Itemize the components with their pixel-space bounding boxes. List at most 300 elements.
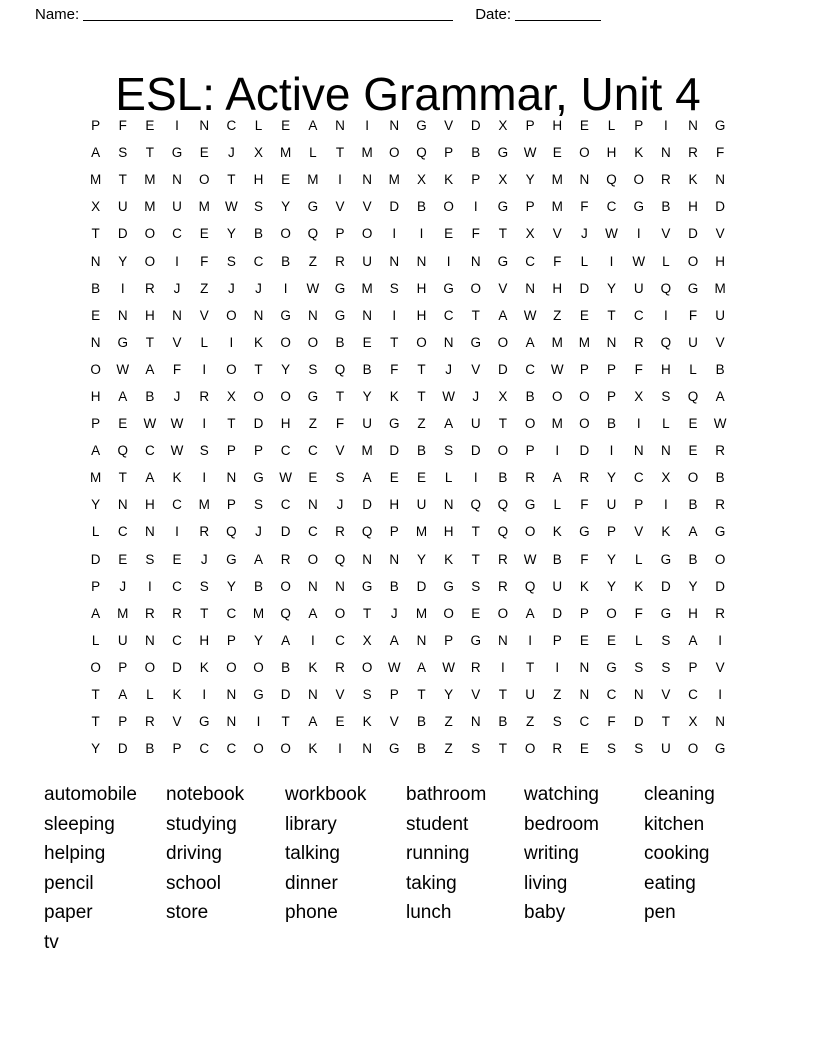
grid-letter[interactable]: Q bbox=[660, 280, 672, 296]
grid-letter[interactable]: P bbox=[552, 632, 562, 648]
grid-letter[interactable]: L bbox=[91, 524, 100, 540]
grid-letter[interactable]: Y bbox=[362, 388, 372, 404]
word-list-item[interactable]: eating bbox=[644, 872, 696, 894]
grid-letter[interactable]: G bbox=[280, 307, 291, 323]
grid-letter[interactable]: N bbox=[307, 687, 318, 703]
grid-letter[interactable]: O bbox=[144, 659, 156, 675]
word-list-item[interactable]: kitchen bbox=[644, 813, 705, 835]
grid-letter[interactable]: M bbox=[551, 172, 563, 188]
grid-letter[interactable]: O bbox=[307, 334, 319, 350]
grid-letter[interactable]: S bbox=[607, 741, 617, 757]
grid-letter[interactable]: O bbox=[280, 334, 291, 350]
grid-letter[interactable]: P bbox=[444, 145, 454, 161]
grid-letter[interactable]: O bbox=[524, 741, 536, 757]
grid-letter[interactable]: B bbox=[335, 334, 345, 350]
grid-letter[interactable]: Y bbox=[118, 253, 128, 269]
grid-letter[interactable]: U bbox=[117, 632, 128, 648]
grid-letter[interactable]: E bbox=[389, 470, 399, 486]
grid-letter[interactable]: H bbox=[416, 280, 427, 296]
grid-letter[interactable]: Q bbox=[606, 172, 617, 188]
grid-letter[interactable]: O bbox=[687, 741, 699, 757]
grid-letter[interactable]: S bbox=[145, 551, 155, 567]
grid-letter[interactable]: B bbox=[416, 714, 426, 730]
grid-letter[interactable]: Q bbox=[226, 524, 237, 540]
grid-letter[interactable]: D bbox=[117, 741, 128, 757]
word-list-item[interactable]: sleeping bbox=[44, 813, 115, 835]
grid-letter[interactable]: G bbox=[497, 253, 509, 269]
grid-letter[interactable]: C bbox=[145, 443, 155, 459]
grid-letter[interactable]: O bbox=[361, 226, 373, 242]
grid-letter[interactable]: S bbox=[471, 741, 481, 757]
grid-letter[interactable]: S bbox=[199, 578, 209, 594]
grid-letter[interactable]: R bbox=[335, 659, 345, 675]
grid-letter[interactable]: Q bbox=[361, 524, 373, 540]
grid-letter[interactable]: P bbox=[226, 497, 236, 513]
grid-letter[interactable]: U bbox=[362, 416, 373, 432]
grid-letter[interactable]: Z bbox=[200, 280, 209, 296]
grid-letter[interactable]: O bbox=[226, 361, 237, 377]
grid-letter[interactable]: T bbox=[390, 334, 399, 350]
grid-letter[interactable]: U bbox=[660, 741, 671, 757]
grid-letter[interactable]: S bbox=[634, 741, 644, 757]
word-list-item[interactable]: dinner bbox=[285, 872, 338, 894]
grid-letter[interactable]: T bbox=[91, 226, 100, 242]
grid-letter[interactable]: N bbox=[145, 524, 155, 540]
grid-letter[interactable]: S bbox=[254, 199, 264, 215]
grid-letter[interactable]: O bbox=[443, 199, 454, 215]
grid-letter[interactable]: C bbox=[525, 361, 535, 377]
grid-letter[interactable]: B bbox=[607, 416, 617, 432]
grid-letter[interactable]: C bbox=[307, 443, 318, 459]
grid-letter[interactable]: U bbox=[416, 497, 427, 513]
grid-letter[interactable]: U bbox=[552, 578, 563, 594]
grid-letter[interactable]: N bbox=[307, 307, 318, 323]
grid-letter[interactable]: R bbox=[715, 497, 726, 513]
grid-letter[interactable]: L bbox=[634, 551, 643, 567]
grid-letter[interactable]: V bbox=[634, 524, 644, 540]
grid-letter[interactable]: P bbox=[471, 172, 481, 188]
grid-letter[interactable]: H bbox=[606, 145, 617, 161]
grid-letter[interactable]: W bbox=[170, 443, 184, 459]
grid-letter[interactable]: E bbox=[607, 632, 617, 648]
grid-letter[interactable]: P bbox=[634, 497, 644, 513]
grid-letter[interactable]: R bbox=[715, 605, 726, 621]
grid-letter[interactable]: C bbox=[633, 307, 644, 323]
grid-letter[interactable]: P bbox=[172, 741, 182, 757]
grid-letter[interactable]: M bbox=[252, 605, 265, 621]
grid-letter[interactable]: G bbox=[660, 551, 672, 567]
grid-letter[interactable]: V bbox=[715, 226, 725, 242]
grid-letter[interactable]: Q bbox=[497, 524, 509, 540]
grid-letter[interactable]: F bbox=[335, 416, 345, 432]
grid-letter[interactable]: Y bbox=[254, 632, 264, 648]
grid-letter[interactable]: N bbox=[362, 741, 373, 757]
grid-letter[interactable]: N bbox=[416, 632, 427, 648]
grid-letter[interactable]: X bbox=[688, 714, 698, 730]
grid-letter[interactable]: I bbox=[202, 687, 207, 703]
grid-letter[interactable]: I bbox=[283, 280, 288, 296]
grid-letter[interactable]: X bbox=[525, 226, 535, 242]
grid-letter[interactable]: N bbox=[253, 307, 264, 323]
grid-letter[interactable]: F bbox=[607, 714, 616, 730]
grid-letter[interactable]: R bbox=[145, 714, 155, 730]
grid-letter[interactable]: D bbox=[498, 361, 508, 377]
grid-letter[interactable]: D bbox=[280, 524, 291, 540]
grid-letter[interactable]: N bbox=[90, 253, 101, 269]
grid-letter[interactable]: J bbox=[445, 361, 452, 377]
grid-letter[interactable]: X bbox=[91, 199, 101, 215]
grid-letter[interactable]: N bbox=[416, 253, 427, 269]
grid-letter[interactable]: A bbox=[91, 443, 101, 459]
grid-letter[interactable]: N bbox=[172, 307, 182, 323]
grid-letter[interactable]: W bbox=[632, 253, 646, 269]
grid-letter[interactable]: D bbox=[715, 578, 726, 594]
grid-letter[interactable]: A bbox=[688, 524, 698, 540]
grid-letter[interactable]: O bbox=[226, 659, 237, 675]
grid-letter[interactable]: N bbox=[199, 118, 210, 134]
grid-letter[interactable]: K bbox=[444, 551, 454, 567]
grid-letter[interactable]: F bbox=[580, 199, 589, 215]
grid-letter[interactable]: X bbox=[498, 118, 508, 134]
grid-letter[interactable]: A bbox=[525, 334, 535, 350]
grid-letter[interactable]: L bbox=[444, 470, 453, 486]
grid-letter[interactable]: N bbox=[633, 443, 644, 459]
grid-letter[interactable]: B bbox=[362, 361, 372, 377]
grid-letter[interactable]: D bbox=[362, 497, 373, 513]
grid-letter[interactable]: B bbox=[281, 659, 291, 675]
grid-letter[interactable]: N bbox=[579, 172, 590, 188]
grid-letter[interactable]: W bbox=[170, 416, 184, 432]
grid-letter[interactable]: G bbox=[253, 687, 264, 703]
grid-letter[interactable]: O bbox=[253, 388, 264, 404]
grid-letter[interactable]: U bbox=[606, 497, 617, 513]
grid-letter[interactable]: G bbox=[253, 470, 264, 486]
grid-letter[interactable]: V bbox=[335, 199, 345, 215]
grid-letter[interactable]: E bbox=[579, 632, 589, 648]
grid-letter[interactable]: I bbox=[392, 307, 397, 323]
grid-letter[interactable]: I bbox=[120, 280, 125, 296]
grid-letter[interactable]: E bbox=[579, 118, 589, 134]
grid-letter[interactable]: M bbox=[117, 605, 129, 621]
grid-letter[interactable]: S bbox=[444, 443, 454, 459]
grid-letter[interactable]: N bbox=[688, 118, 698, 134]
grid-letter[interactable]: G bbox=[497, 145, 509, 161]
grid-letter[interactable]: P bbox=[525, 118, 535, 134]
grid-letter[interactable]: N bbox=[226, 714, 237, 730]
grid-letter[interactable]: Q bbox=[117, 443, 128, 459]
grid-letter[interactable]: W bbox=[523, 145, 537, 161]
grid-letter[interactable]: T bbox=[661, 714, 670, 730]
grid-letter[interactable]: C bbox=[226, 605, 237, 621]
grid-letter[interactable]: R bbox=[145, 605, 155, 621]
grid-letter[interactable]: I bbox=[392, 226, 397, 242]
grid-letter[interactable]: K bbox=[199, 659, 209, 675]
grid-letter[interactable]: S bbox=[308, 361, 318, 377]
grid-letter[interactable]: F bbox=[118, 118, 127, 134]
word-list-item[interactable]: writing bbox=[524, 843, 579, 864]
grid-letter[interactable]: M bbox=[144, 172, 156, 188]
grid-letter[interactable]: C bbox=[335, 632, 345, 648]
grid-letter[interactable]: E bbox=[579, 741, 589, 757]
grid-letter[interactable]: W bbox=[387, 659, 401, 675]
word-list-item[interactable]: living bbox=[524, 872, 568, 894]
grid-letter[interactable]: N bbox=[172, 172, 182, 188]
grid-letter[interactable]: T bbox=[200, 605, 209, 621]
grid-letter[interactable]: B bbox=[715, 361, 725, 377]
grid-letter[interactable]: T bbox=[363, 605, 372, 621]
grid-letter[interactable]: O bbox=[470, 280, 482, 296]
grid-letter[interactable]: D bbox=[688, 226, 698, 242]
word-list-item[interactable]: cleaning bbox=[644, 784, 715, 805]
grid-letter[interactable]: Z bbox=[308, 416, 317, 432]
grid-letter[interactable]: C bbox=[606, 687, 617, 703]
grid-letter[interactable]: N bbox=[362, 307, 373, 323]
grid-letter[interactable]: C bbox=[226, 118, 237, 134]
grid-letter[interactable]: G bbox=[416, 118, 427, 134]
grid-letter[interactable]: E bbox=[281, 172, 291, 188]
grid-letter[interactable]: C bbox=[172, 632, 182, 648]
grid-letter[interactable]: Y bbox=[91, 741, 101, 757]
grid-letter[interactable]: F bbox=[390, 361, 399, 377]
grid-letter[interactable]: W bbox=[605, 226, 618, 242]
grid-letter[interactable]: B bbox=[661, 199, 671, 215]
grid-letter[interactable]: M bbox=[578, 334, 591, 350]
grid-letter[interactable]: W bbox=[523, 307, 537, 323]
grid-letter[interactable]: K bbox=[362, 714, 372, 730]
grid-letter[interactable]: A bbox=[308, 118, 318, 134]
grid-letter[interactable]: Z bbox=[444, 714, 453, 730]
grid-letter[interactable]: K bbox=[579, 578, 589, 594]
grid-letter[interactable]: T bbox=[525, 659, 535, 675]
grid-letter[interactable]: H bbox=[443, 524, 454, 540]
grid-letter[interactable]: P bbox=[579, 605, 589, 621]
grid-letter[interactable]: G bbox=[334, 307, 346, 323]
grid-letter[interactable]: X bbox=[634, 388, 644, 404]
grid-letter[interactable]: R bbox=[715, 443, 726, 459]
grid-letter[interactable]: J bbox=[336, 497, 344, 513]
grid-letter[interactable]: N bbox=[660, 145, 671, 161]
grid-letter[interactable]: F bbox=[200, 253, 209, 269]
grid-letter[interactable]: E bbox=[335, 714, 345, 730]
grid-letter[interactable]: R bbox=[199, 388, 210, 404]
grid-letter[interactable]: K bbox=[552, 524, 562, 540]
grid-letter[interactable]: G bbox=[470, 334, 482, 350]
grid-letter[interactable]: T bbox=[471, 551, 480, 567]
grid-letter[interactable]: I bbox=[365, 118, 370, 134]
grid-letter[interactable]: H bbox=[90, 388, 101, 404]
grid-letter[interactable]: Q bbox=[660, 334, 672, 350]
grid-letter[interactable]: S bbox=[661, 388, 671, 404]
grid-letter[interactable]: G bbox=[307, 199, 319, 215]
grid-letter[interactable]: O bbox=[334, 605, 346, 621]
grid-letter[interactable]: G bbox=[226, 551, 237, 567]
grid-letter[interactable]: E bbox=[579, 307, 589, 323]
grid-letter[interactable]: G bbox=[443, 578, 454, 594]
grid-letter[interactable]: T bbox=[471, 307, 480, 323]
grid-letter[interactable]: I bbox=[718, 687, 723, 703]
grid-letter[interactable]: Y bbox=[226, 578, 236, 594]
grid-letter[interactable]: T bbox=[145, 145, 155, 161]
grid-letter[interactable]: T bbox=[498, 687, 508, 703]
grid-letter[interactable]: C bbox=[688, 687, 698, 703]
grid-letter[interactable]: Q bbox=[497, 497, 509, 513]
grid-letter[interactable]: P bbox=[607, 361, 617, 377]
grid-letter[interactable]: B bbox=[715, 470, 725, 486]
grid-letter[interactable]: O bbox=[606, 605, 617, 621]
grid-letter[interactable]: C bbox=[307, 524, 318, 540]
grid-letter[interactable]: R bbox=[579, 470, 590, 486]
grid-letter[interactable]: N bbox=[498, 632, 508, 648]
grid-letter[interactable]: C bbox=[199, 741, 210, 757]
grid-letter[interactable]: P bbox=[579, 361, 589, 377]
grid-letter[interactable]: R bbox=[552, 741, 563, 757]
grid-letter[interactable]: L bbox=[634, 632, 643, 648]
grid-letter[interactable]: W bbox=[550, 361, 564, 377]
grid-letter[interactable]: A bbox=[444, 416, 454, 432]
grid-letter[interactable]: M bbox=[551, 199, 563, 215]
grid-letter[interactable]: L bbox=[200, 334, 208, 350]
grid-letter[interactable]: G bbox=[171, 145, 183, 161]
grid-letter[interactable]: D bbox=[253, 416, 264, 432]
grid-letter[interactable]: K bbox=[634, 145, 644, 161]
grid-letter[interactable]: F bbox=[172, 361, 182, 377]
grid-letter[interactable]: L bbox=[91, 632, 100, 648]
grid-letter[interactable]: J bbox=[472, 388, 480, 404]
grid-letter[interactable]: S bbox=[634, 659, 644, 675]
word-list-item[interactable]: watching bbox=[524, 784, 599, 805]
grid-letter[interactable]: P bbox=[607, 388, 617, 404]
grid-letter[interactable]: Q bbox=[416, 145, 427, 161]
grid-letter[interactable]: O bbox=[280, 741, 291, 757]
grid-letter[interactable]: N bbox=[307, 497, 318, 513]
grid-letter[interactable]: N bbox=[145, 632, 155, 648]
grid-letter[interactable]: S bbox=[661, 659, 671, 675]
grid-letter[interactable]: O bbox=[144, 253, 156, 269]
grid-letter[interactable]: B bbox=[688, 497, 698, 513]
grid-letter[interactable]: G bbox=[497, 199, 509, 215]
grid-letter[interactable]: B bbox=[416, 443, 426, 459]
grid-letter[interactable]: R bbox=[470, 659, 481, 675]
grid-letter[interactable]: V bbox=[199, 307, 209, 323]
grid-letter[interactable]: E bbox=[118, 416, 128, 432]
grid-letter[interactable]: B bbox=[416, 199, 426, 215]
grid-letter[interactable]: B bbox=[552, 551, 562, 567]
grid-letter[interactable]: S bbox=[199, 443, 209, 459]
grid-letter[interactable]: N bbox=[579, 659, 590, 675]
grid-letter[interactable]: W bbox=[442, 388, 455, 404]
grid-letter[interactable]: E bbox=[91, 307, 101, 323]
grid-letter[interactable]: S bbox=[362, 687, 372, 703]
grid-letter[interactable]: G bbox=[714, 524, 726, 540]
grid-letter[interactable]: O bbox=[280, 226, 291, 242]
grid-letter[interactable]: O bbox=[90, 659, 101, 675]
grid-letter[interactable]: H bbox=[145, 307, 155, 323]
grid-letter[interactable]: T bbox=[227, 416, 236, 432]
grid-letter[interactable]: I bbox=[175, 524, 179, 540]
grid-letter[interactable]: W bbox=[143, 416, 157, 432]
grid-letter[interactable]: N bbox=[362, 551, 373, 567]
grid-letter[interactable]: F bbox=[580, 551, 589, 567]
grid-letter[interactable]: M bbox=[144, 199, 156, 215]
grid-letter[interactable]: A bbox=[525, 605, 535, 621]
grid-letter[interactable]: Y bbox=[688, 578, 698, 594]
grid-letter[interactable]: H bbox=[688, 199, 698, 215]
grid-letter[interactable]: Y bbox=[226, 226, 236, 242]
word-list-item[interactable]: lunch bbox=[406, 902, 452, 923]
grid-letter[interactable]: C bbox=[172, 226, 182, 242]
grid-letter[interactable]: I bbox=[419, 226, 424, 242]
grid-letter[interactable]: Y bbox=[416, 551, 426, 567]
grid-letter[interactable]: G bbox=[687, 280, 699, 296]
grid-letter[interactable]: D bbox=[715, 199, 726, 215]
grid-letter[interactable]: A bbox=[389, 632, 399, 648]
grid-letter[interactable]: M bbox=[415, 524, 428, 540]
word-list-item[interactable]: school bbox=[166, 872, 221, 894]
grid-letter[interactable]: E bbox=[444, 226, 454, 242]
grid-letter[interactable]: G bbox=[606, 659, 617, 675]
grid-letter[interactable]: E bbox=[416, 470, 426, 486]
grid-letter[interactable]: P bbox=[118, 659, 128, 675]
grid-letter[interactable]: X bbox=[416, 172, 426, 188]
grid-letter[interactable]: L bbox=[254, 118, 263, 134]
grid-letter[interactable]: T bbox=[145, 334, 155, 350]
grid-letter[interactable]: T bbox=[91, 714, 100, 730]
grid-letter[interactable]: I bbox=[663, 307, 668, 323]
grid-letter[interactable]: B bbox=[389, 578, 399, 594]
word-list-item[interactable]: pencil bbox=[44, 872, 94, 894]
grid-letter[interactable]: R bbox=[280, 551, 291, 567]
grid-letter[interactable]: O bbox=[524, 524, 536, 540]
grid-letter[interactable]: O bbox=[497, 443, 509, 459]
grid-letter[interactable]: O bbox=[687, 470, 699, 486]
grid-letter[interactable]: N bbox=[525, 280, 535, 296]
grid-letter[interactable]: N bbox=[389, 551, 400, 567]
grid-letter[interactable]: W bbox=[116, 361, 130, 377]
grid-letter[interactable]: V bbox=[362, 199, 372, 215]
grid-letter[interactable]: I bbox=[202, 416, 207, 432]
grid-letter[interactable]: G bbox=[714, 741, 726, 757]
grid-letter[interactable]: Y bbox=[444, 687, 454, 703]
grid-letter[interactable]: P bbox=[226, 632, 236, 648]
grid-letter[interactable]: O bbox=[253, 659, 264, 675]
grid-letter[interactable]: M bbox=[714, 280, 726, 296]
grid-letter[interactable]: M bbox=[198, 497, 210, 513]
word-list-item[interactable]: workbook bbox=[285, 784, 367, 805]
grid-letter[interactable]: T bbox=[417, 687, 426, 703]
grid-letter[interactable]: D bbox=[389, 443, 400, 459]
grid-letter[interactable]: O bbox=[443, 605, 454, 621]
grid-letter[interactable]: E bbox=[552, 145, 562, 161]
name-write-in-line[interactable] bbox=[83, 7, 453, 21]
grid-letter[interactable]: Z bbox=[444, 741, 453, 757]
grid-letter[interactable]: Y bbox=[607, 280, 617, 296]
grid-letter[interactable]: N bbox=[335, 578, 345, 594]
grid-letter[interactable]: N bbox=[117, 307, 128, 323]
grid-letter[interactable]: P bbox=[525, 199, 535, 215]
grid-letter[interactable]: B bbox=[281, 253, 291, 269]
grid-letter[interactable]: Z bbox=[417, 416, 426, 432]
grid-letter[interactable]: H bbox=[389, 497, 400, 513]
grid-letter[interactable]: V bbox=[661, 687, 671, 703]
grid-letter[interactable]: D bbox=[90, 551, 101, 567]
grid-letter[interactable]: J bbox=[173, 388, 181, 404]
grid-letter[interactable]: D bbox=[579, 443, 590, 459]
grid-letter[interactable]: F bbox=[580, 497, 589, 513]
word-list-item[interactable]: store bbox=[166, 902, 209, 923]
grid-letter[interactable]: A bbox=[145, 361, 155, 377]
grid-letter[interactable]: Q bbox=[687, 388, 699, 404]
grid-letter[interactable]: V bbox=[661, 226, 671, 242]
